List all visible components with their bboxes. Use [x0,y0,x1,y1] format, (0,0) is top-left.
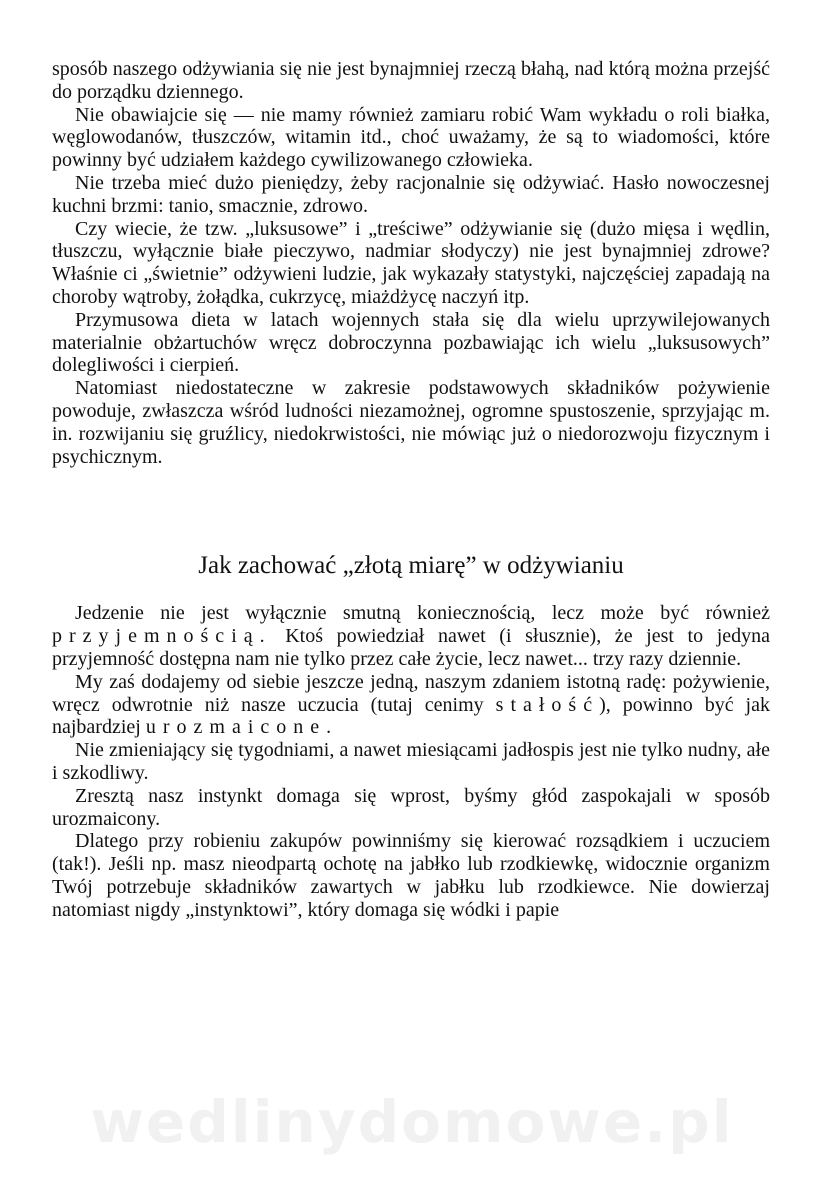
paragraph: Natomiast niedostateczne w zakresie podstawowych składników pożywienie powoduje, zwłaszcza wśród ludności niezamożnej, ogromne spustoszenie, sprzyjając m. in. rozwijaniu się gruźlicy, niedokrwistości, nie mówiąc już o niedorozwoju fizycznym i psychicznym. [52,377,770,468]
paragraph [52,602,770,670]
watermark: wedlinydomowe.pl [90,1088,734,1156]
paragraph: Dlatego przy robieniu zakupów powinniśmy się kierować rozsądkiem i uczuciem (tak!). Jeśli np. masz nieodpartą ochotę na jabłko lub rzodkiewkę, widocznie organizm Twój potrzebuje składników zawartych w jabłku lub rzodkiewce. Nie dowierzaj natomiast nigdy „instynktowi”, który domaga się wódki i papie [52,830,770,921]
text-run: My zaś dodajemy od siebie jeszcze jedną, naszym zdaniem istotną radę: pożywienie, wręcz odwrotnie niż nasze uczucia (tutaj cenimy [52,670,770,716]
text-run: ), powinno być jak najbardziej [52,693,770,739]
paragraph: Czy wiecie, że tzw. „luksusowe” i „treściwe” odżywianie się (dużo mięsa i wędlin, tłuszczu, wyłącznie białe pieczywo, nadmiar słodyczy) nie jest bynajmniej zdrowe? Właśnie ci „świetnie” odżywieni ludzie, jak wykazały statystyki, najczęściej zapadają na choroby wątroby, żołądka, cukrzycę, miażdżycę naczyń itp. [52,217,770,308]
section-heading: Jak zachować „złotą miarę” w odżywianiu [198,552,624,580]
paragraph [52,671,770,739]
paragraph: Nie trzeba mieć dużo pieniędzy, żeby racjonalnie się odżywiać. Hasło nowoczesnej kuchni brzmi: tanio, smacznie, zdrowo. [52,171,770,217]
paragraph: Nie zmieniający się tygodniami, a nawet miesiącami jadłospis jest nie tylko nudny, ałe i szkodliwy. [52,739,770,784]
text-run: Ktoś powiedział nawet (i słusznie), że jest to jedyna przyjemność dostępna nam nie tylko przez całe życie, lecz nawet... trzy razy dziennie. [52,625,770,670]
paragraph: Nie obawiajcie się — nie mamy również zamiaru robić Wam wykładu o roli białka, węglowodanów, tłuszczów, witamin itd., choć uważamy, że są to wiadomości, które powinny być udziałem każdego cywilizowanego człowieka. [52,103,770,172]
paragraph: sposób naszego odżywiania się nie jest bynajmniej rzeczą błahą, nad którą można przejść do porządku dziennego. [52,58,770,103]
spaced-emphasis: stałość [495,693,600,716]
page-content [52,58,770,922]
spaced-emphasis: urozmaicone. [145,716,339,739]
spaced-emphasis: przyjemnością. [52,625,272,648]
paragraph: Przymusowa dieta w latach wojennych stała się dla wielu uprzywilejowanych materialnie obżartuchów wręcz dobroczynna pozbawiając ich wielu „luksusowych” dolegliwości i cierpień. [52,308,770,377]
text-run: Jedzenie nie jest wyłącznie smutną koniecznością, lecz może być również [75,602,770,625]
paragraph: Zresztą nasz instynkt domaga się wprost, byśmy głód zaspokajali w sposób urozmaicony. [52,784,770,830]
